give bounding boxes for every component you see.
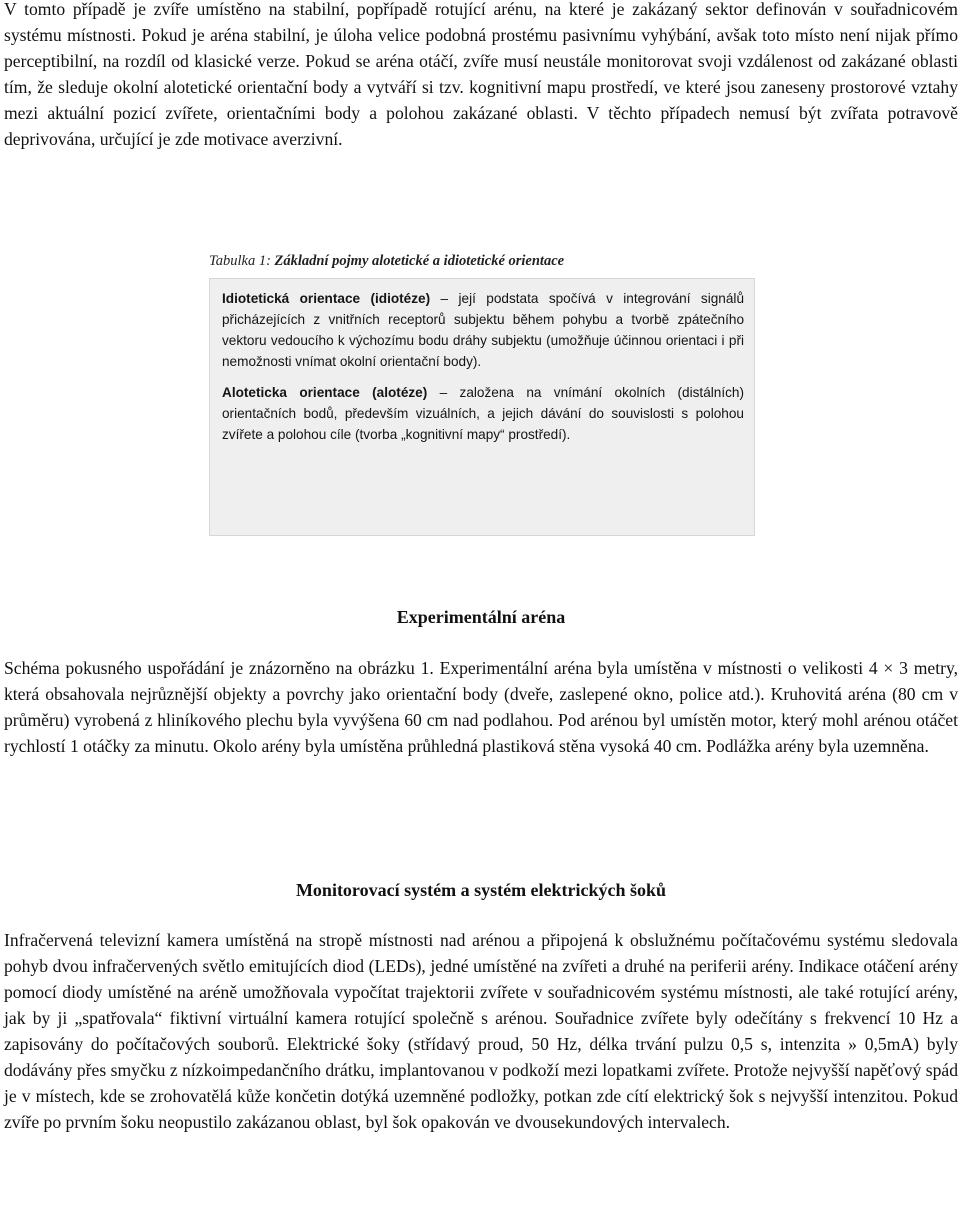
table-figure [203, 247, 766, 543]
section-heading-monitoring: Monitorovací systém a systém elektrických šoků [295, 880, 667, 900]
term-allothetic: Aloteticka orientace (alotéze) [222, 385, 428, 400]
section-heading-arena: Experimentální aréna [396, 607, 566, 627]
arena-paragraph: Schéma pokusného uspořádání je znázorněno na obrázku 1. Experimentální aréna byla umístěna v místnosti o velikosti 4 × 3 metry, která obsahovala nejrůznější objekty a povrchy jako orientační body (dveře, zaslepené okno, police atd.). Kruhovitá aréna (80 cm v průměru) vyrobená z hliníkového plechu byla vyvýšena 60 cm nad podlahou. Pod arénou byl umístěn motor, který mohl arénou otáčet rychlostí 1 otáčky za minutu. Okolo arény byla umístěna průhledná plastiková stěna vysoká 40 cm. Podlážka arény byla uzemněna. [4, 658, 958, 756]
term-idiothetic: Idiotetická orientace (idiotéze) [222, 291, 431, 306]
table-caption-label: Tabulka 1: [209, 253, 271, 269]
monitoring-paragraph: Infračervená televizní kamera umístěná na stropě místnosti nad arénou a připojená k obslužnému počítačovému systému sledovala pohyb dvou infračervených světlo emitujících diod (LEDs), jedné umístěné na zvířeti a druhé na periferii arény. Indikace otáčení arény pomocí diody umístěné na aréně umožňovala vypočítat trajektorii zvířete v souřadnicovém systému místnosti, ale také rotující arény, jak by ji „spatřovala“ fiktivní virtuální kamera rotující společně s arénou. Souřadnice zvířete byly odečítány s frekvencí 10 Hz a zapisovány do počítačových souborů. Elektrické šoky (střídavý proud, 50 Hz, délka trvání pulzu 0,5 s, intenzita » 0,5mA) byly dodávány přes smyčku z nízkoimpedančního drátku, implantovanou v podkoží mezi lopatkami zvířete. Protože nejvyšší napěťový spád je v místech, kde se zrohovatělá kůže končetin dotýká uzemněné podložky, potkan zde cítí elektrický šok s nejvyšší intenzitou. Pokud zvíře po prvním šoku neopustilo zakázanou oblast, byl šok opakován ve dvousekundových intervalech. [4, 930, 958, 1132]
table-box [209, 278, 755, 536]
table-entry-allothetic [222, 382, 744, 445]
definition-allothetic: – založena na vnímání okolních (distálních) orientačních bodů, především vizuálních, a jejich dávání do souvislosti s polohou zvířete a polohou cíle (tvorba „kognitivní mapy“ prostředí). [222, 385, 744, 442]
definition-idiothetic: – její podstata spočívá v integrování signálů přicházejících z vnitřních receptorů subjektu během pohybu a tvorbě zpátečního vektoru vedoucího k výchozímu bodu dráhy subjektu (umožňuje účinnou orientaci i při nemožnosti vnímat okolní orientační body). [222, 291, 744, 369]
intro-paragraph: V tomto případě je zvíře umístěno na stabilní, popřípadě rotující arénu, na které je zakázaný sektor definován v souřadnicovém systému místnosti. Pokud je aréna stabilní, je úloha velice podobná prostému pasivnímu vyhýbání, avšak toto místo není nijak přímo perceptibilní, na rozdíl od klasické verze. Pokud se aréna otáčí, zvíře musí neustále monitorovat svoji vzdálenost od zakázané oblasti tím, že sleduje okolní alotetické orientační body a vytváří si tzv. kognitivní mapu prostředí, ve které jsou zaneseny prostorové vztahy mezi aktuální pozicí zvířete, orientačními body a polohou zakázané oblasti. V těchto případech nemusí být zvířata potravově deprivována, určující je zde motivace averzivní. [4, 0, 958, 149]
table-entry-idiothetic [222, 288, 744, 372]
table-caption [209, 253, 564, 270]
table-caption-title: Základní pojmy alotetické a idiotetické orientace [274, 253, 565, 269]
